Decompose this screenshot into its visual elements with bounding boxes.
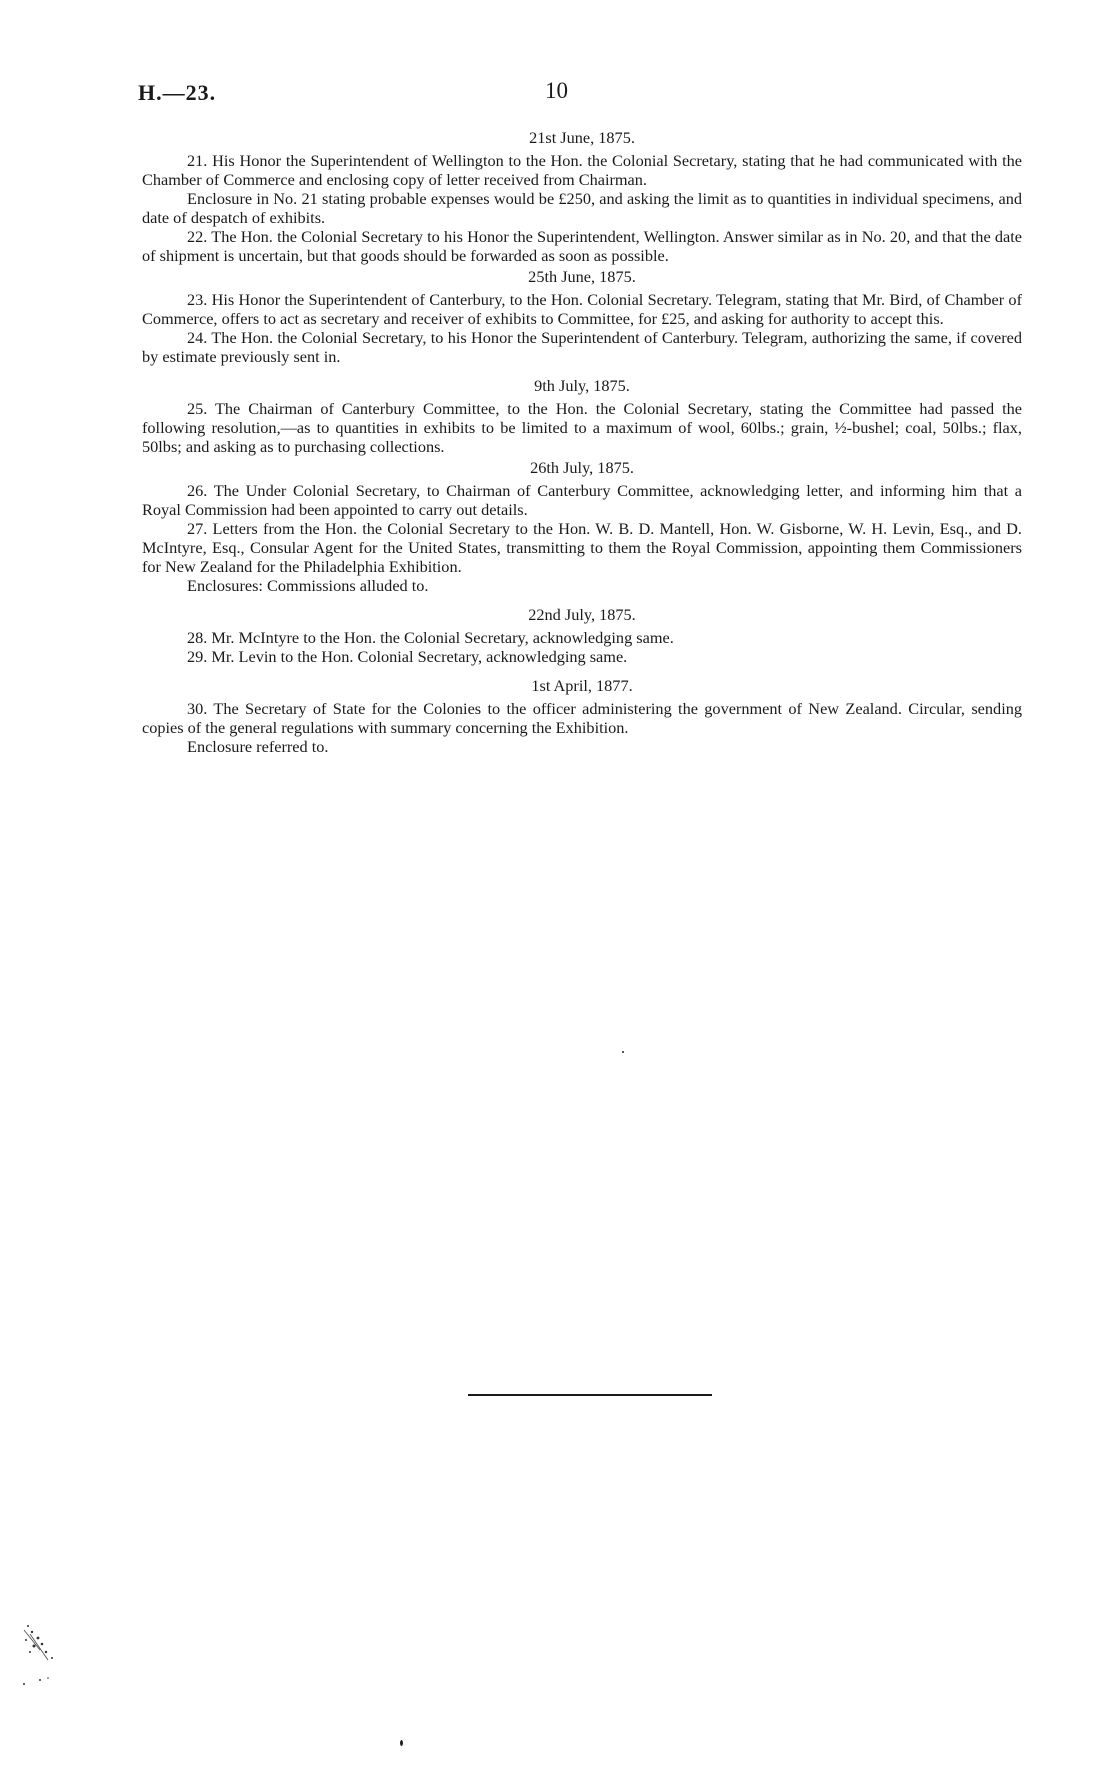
scan-smudge [18,1620,68,1690]
section-date: 9th July, 1875. [534,376,630,395]
section-date: 21st June, 1875. [529,128,635,147]
entry-23: 23. His Honor the Superintendent of Canterbury, to the Hon. Colonial Secretary. Telegram, stating that Mr. Bird, of Chamber of Commerce, offers to act as secretary and receiver of exhibits to Committee, for £25, and asking for authority to accept this. [142,290,1022,328]
entry-22: 22. The Hon. the Colonial Secretary to his Honor the Superintendent, Wellington. Answer similar as in No. 20, and that the date of shipment is uncertain, but that goods should be forwarded as soon as possible. [142,227,1022,265]
entry-27: 27. Letters from the Hon. the Colonial Secretary to the Hon. W. B. D. Mantell, Hon. W. Gisborne, W. H. Levin, Esq., and D. McIntyre, Esq., Consular Agent for the United States, transmitting to them the Royal Commission, appointing them Commissioners for New Zealand for the Philadelphia Exhibition. [142,519,1022,576]
scan-speck [622,1051,624,1053]
enclosures-27: Enclosures: Commissions alluded to. [187,576,429,595]
scan-speck [400,1740,403,1746]
document-body [142,126,1022,756]
entry-29: 29. Mr. Levin to the Hon. Colonial Secretary, acknowledging same. [187,647,628,666]
section-date: 25th June, 1875. [528,267,636,286]
entry-21: 21. His Honor the Superintendent of Wellington to the Hon. the Colonial Secretary, stating that he had communicated with the Chamber of Commerce and enclosing copy of letter received from Chairman. [142,151,1022,189]
entry-30: 30. The Secretary of State for the Colonies to the officer administering the government of New Zealand. Circular, sending copies of the general regulations with summary concerning the Exhibition. [142,699,1022,737]
enclosure-30: Enclosure referred to. [187,737,329,756]
section-date: 26th July, 1875. [530,458,634,477]
entry-26: 26. The Under Colonial Secretary, to Chairman of Canterbury Committee, acknowledging letter, and informing him that a Royal Commission had been appointed to carry out details. [142,481,1022,519]
entry-28: 28. Mr. McIntyre to the Hon. the Colonial Secretary, acknowledging same. [187,628,674,647]
entry-24: 24. The Hon. the Colonial Secretary, to his Honor the Superintendent of Canterbury. Telegram, authorizing the same, if covered by estimate previously sent in. [142,328,1022,366]
section-date: 1st April, 1877. [531,676,633,695]
enclosure-21: Enclosure in No. 21 stating probable expenses would be £250, and asking the limit as to quantities in individual specimens, and date of despatch of exhibits. [142,189,1022,227]
closing-rule [468,1394,712,1396]
section-date: 22nd July, 1875. [528,605,636,624]
page-number: 10 [545,78,568,103]
series-number: H.—23. [138,80,217,105]
entry-25: 25. The Chairman of Canterbury Committee, to the Hon. the Colonial Secretary, stating the Committee had passed the following resolution,—as to quantities in exhibits to be limited to a maximum of wool, 60lbs.; grain, ½-bushel; coal, 50lbs.; flax, 50lbs; and asking as to purchasing collections. [142,399,1022,456]
